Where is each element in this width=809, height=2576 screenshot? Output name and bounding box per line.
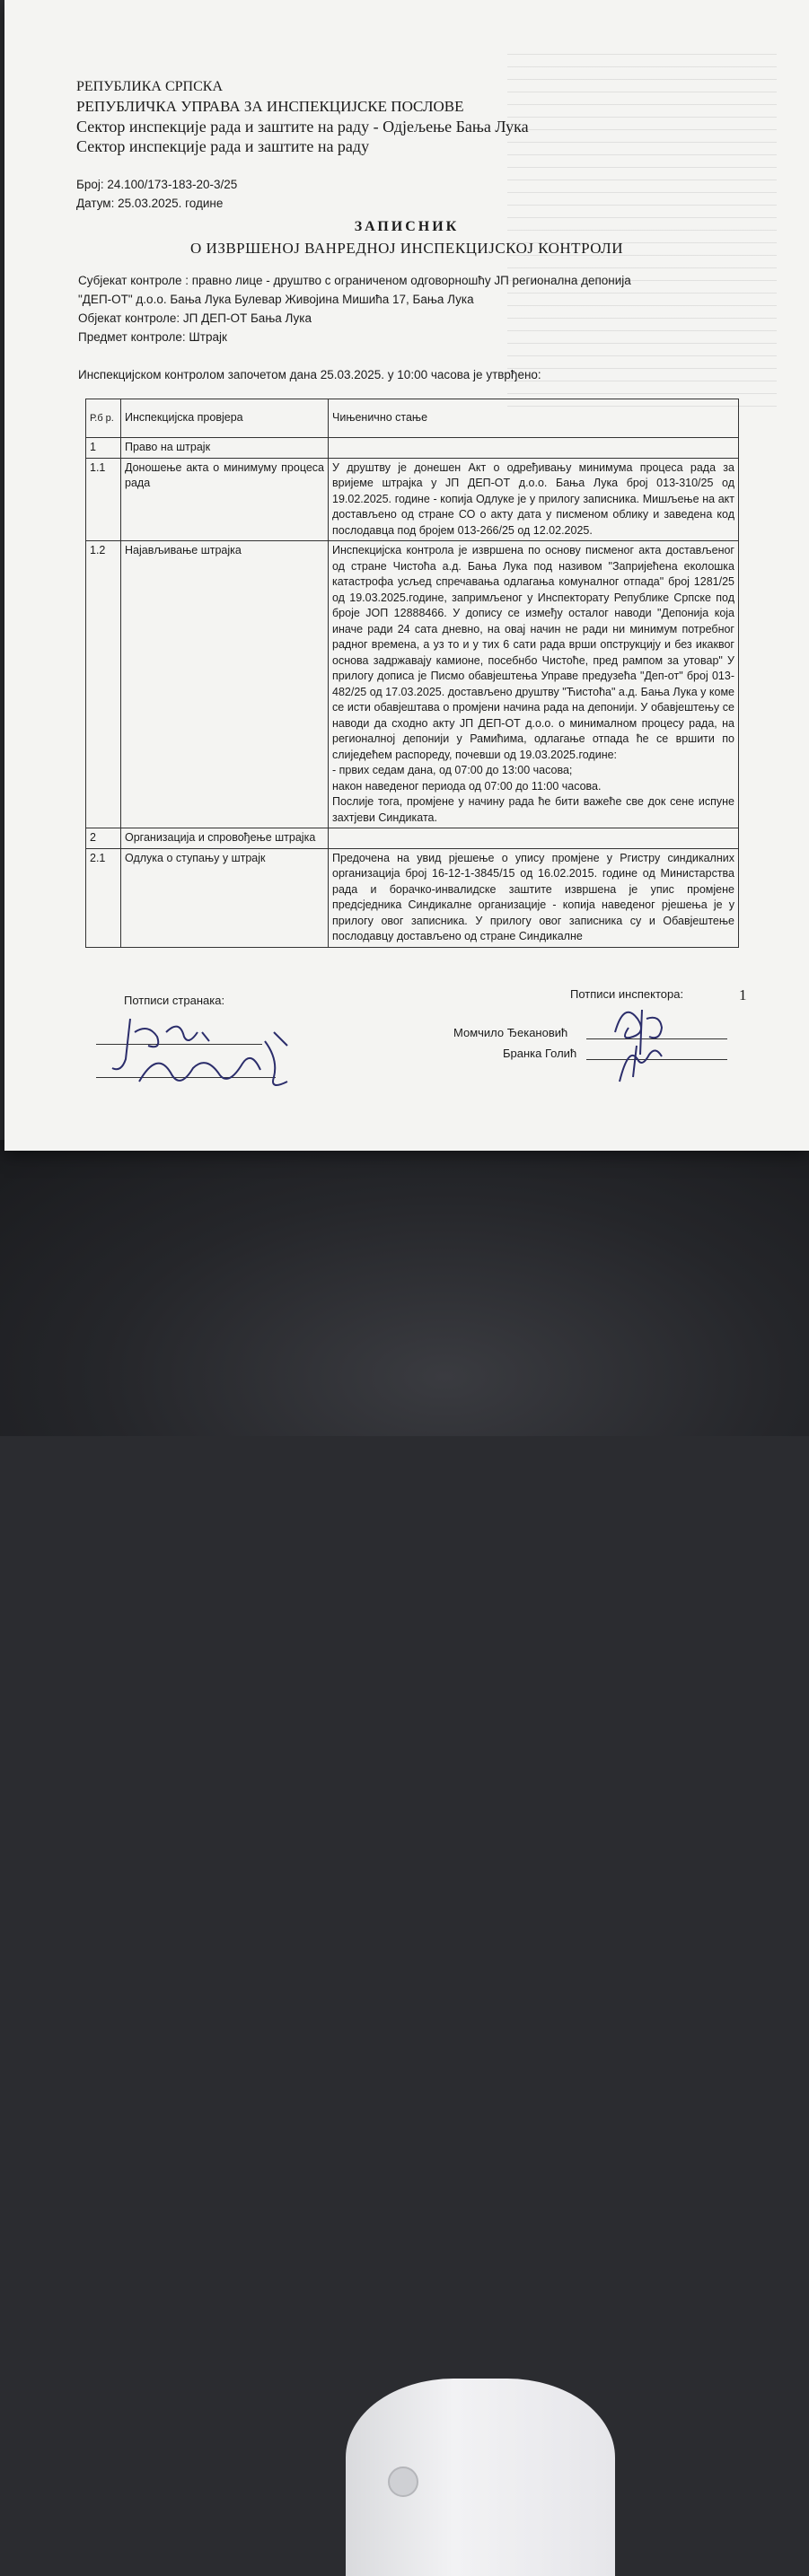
- document-subtitle: О ИЗВРШЕНОЈ ВАНРЕДНОЈ ИНСПЕКЦИЈСКОЈ КОНТРОЛИ: [190, 240, 623, 257]
- inspector-signature-label: Потписи инспектора:: [570, 987, 684, 1001]
- table-header-row: [86, 399, 739, 438]
- topic-line: Предмет контроле: Штрајк: [78, 330, 227, 344]
- control-subject: [78, 271, 734, 346]
- shirt: [346, 2379, 615, 2576]
- header-sector-office: Сектор инспекције рада и заштите на раду - Одјељење Бања Лука: [76, 118, 529, 136]
- row-state-line: Послије тога, промјене у начину рада ће бити важеће све док сене испуне захтјеви Синдиката.: [332, 795, 734, 824]
- document-date: Датум: 25.03.2025. године: [76, 197, 224, 210]
- parties-signature-label: Потписи странака:: [124, 994, 225, 1007]
- document-meta: [76, 175, 237, 213]
- table-row: [86, 458, 739, 541]
- row-state: [329, 541, 739, 828]
- row-check: Доношење акта о минимуму процеса рада: [121, 458, 329, 541]
- inspector-name-2: Бранка Голић: [503, 1047, 577, 1060]
- row-num: 1: [86, 438, 121, 459]
- document-page: [4, 0, 809, 1151]
- object-line: Објекат контроле: ЈП ДЕП-ОТ Бања Лука: [78, 311, 312, 325]
- table-row: [86, 828, 739, 849]
- table-row: [86, 541, 739, 828]
- header-sector: Сектор инспекције рада и заштите на раду: [76, 137, 370, 155]
- row-state-line: након наведеног периода од 07:00 до 11:00 часова.: [332, 779, 602, 793]
- header-agency: РЕПУБЛИЧКА УПРАВА ЗА ИНСПЕКЦИЈСКЕ ПОСЛОВЕ: [76, 98, 464, 115]
- row-state: У друштву је донешен Акт о одређивању минимума процеса рада за вријеме штрајка у ЈП ДЕП-ОТ д.о.о. Бања Лука број 013-310/25 од 19.02.2025. године - копија Одлуке је у прилогу записника. Мишљење на акт достављено од стране СО о акту дата у писменом облику и заведена код послодавца под бројем 013-266/25 од 12.02.2025.: [329, 458, 739, 541]
- col-header-state: Чињенично стање: [329, 399, 739, 438]
- row-state: [329, 828, 739, 849]
- row-num: 1.2: [86, 541, 121, 828]
- shirt-button: [388, 2466, 418, 2497]
- document-title: ЗАПИСНИК: [354, 219, 460, 234]
- row-num: 1.1: [86, 458, 121, 541]
- inspector-signature-image: [597, 992, 678, 1091]
- subject-line: Субјекат контроле : правно лице - друштво с ограниченом одговорношћу ЈП регионална депонија: [78, 274, 631, 287]
- row-state: [329, 438, 739, 459]
- row-check: Организација и спровођење штрајка: [121, 828, 329, 849]
- subject-line: "ДЕП-ОТ" д.о.о. Бања Лука Булевар Живојина Мишића 17, Бања Лука: [78, 293, 474, 306]
- table-row: [86, 848, 739, 947]
- row-state-line: - првих седам дана, од 07:00 до 13:00 часова;: [332, 764, 573, 776]
- document-header: [76, 77, 529, 156]
- row-state-text: Инспекцијска контрола је извршена по основу писменог акта достављеног од стране Чистоћа а.д. Бања Лука под називом "Запријећена еколошка катастрофа усљед спречавања одлагања комуналног отпада" број 1281/25 од 19.03.2025.године, запримљеног у Инспекторату Републике Српске под броје ЈОП 12888466. У допису се између осталог наводи "Депонија која иначе ради 24 сата дневно, на овај начин не ради ни минимум потребног радног времена, а уз то и у тих 6 сати рада врши опструкцију и без икаквог основа задржавају камионе, посебнбо Чистоће, пред рампом за утовар" У прилогу дописа је Писмо обавјештења Управе предузећа "Деп-от" број 013-482/25 од 17.03.2025. достављено друштву "Ћистоћа" а.д. Бања Лука у коме се исти обавјештава о промјени начина рада на депонији. У обавјештењу се наводи да сходно акту ЈП ДЕП-ОТ д.о.о. о минималном процесу рада, на регионалној депонији у Рамићима, одлагање отпада ће се вршити по слиједећем распореду, почевши од 19.03.2025.године:: [332, 544, 734, 761]
- inspector-name-1: Момчило Ђекановић: [453, 1026, 568, 1039]
- row-num: 2.1: [86, 848, 121, 947]
- page-number: 1: [739, 986, 747, 1003]
- background-fabric: [0, 1140, 809, 1436]
- row-state: Предочена на увид рјешење о упису промјене у Ргистру синдикалних организација број 16-12-1-3845/15 од 16.02.2015. године од Министарства рада и борачко-инвалидске заштите извршена је упис промјене предсједника Синдикалне организације - копија наведеног рјешења је у прилогу овог записника. У прилогу овог записника су и Обавјештење послодавцу достављено од стране Синдикалне: [329, 848, 739, 947]
- inspection-table: [85, 399, 739, 948]
- party-signature-image: [94, 1005, 310, 1104]
- row-check: Најављивање штрајка: [121, 541, 329, 828]
- header-republic: РЕПУБЛИКА СРПСКА: [76, 79, 223, 94]
- document-number: Број: 24.100/173-183-20-3/25: [76, 178, 238, 191]
- row-num: 2: [86, 828, 121, 849]
- row-check: Право на штрајк: [121, 438, 329, 459]
- col-header-check: Инспекцијска провјера: [121, 399, 329, 438]
- col-header-num: Р.б р.: [86, 399, 121, 438]
- table-row: [86, 438, 739, 459]
- row-check: Одлука о ступању у штрајк: [121, 848, 329, 947]
- intro-text: Инспекцијском контролом започетом дана 25.03.2025. у 10:00 часова је утврђено:: [78, 368, 541, 381]
